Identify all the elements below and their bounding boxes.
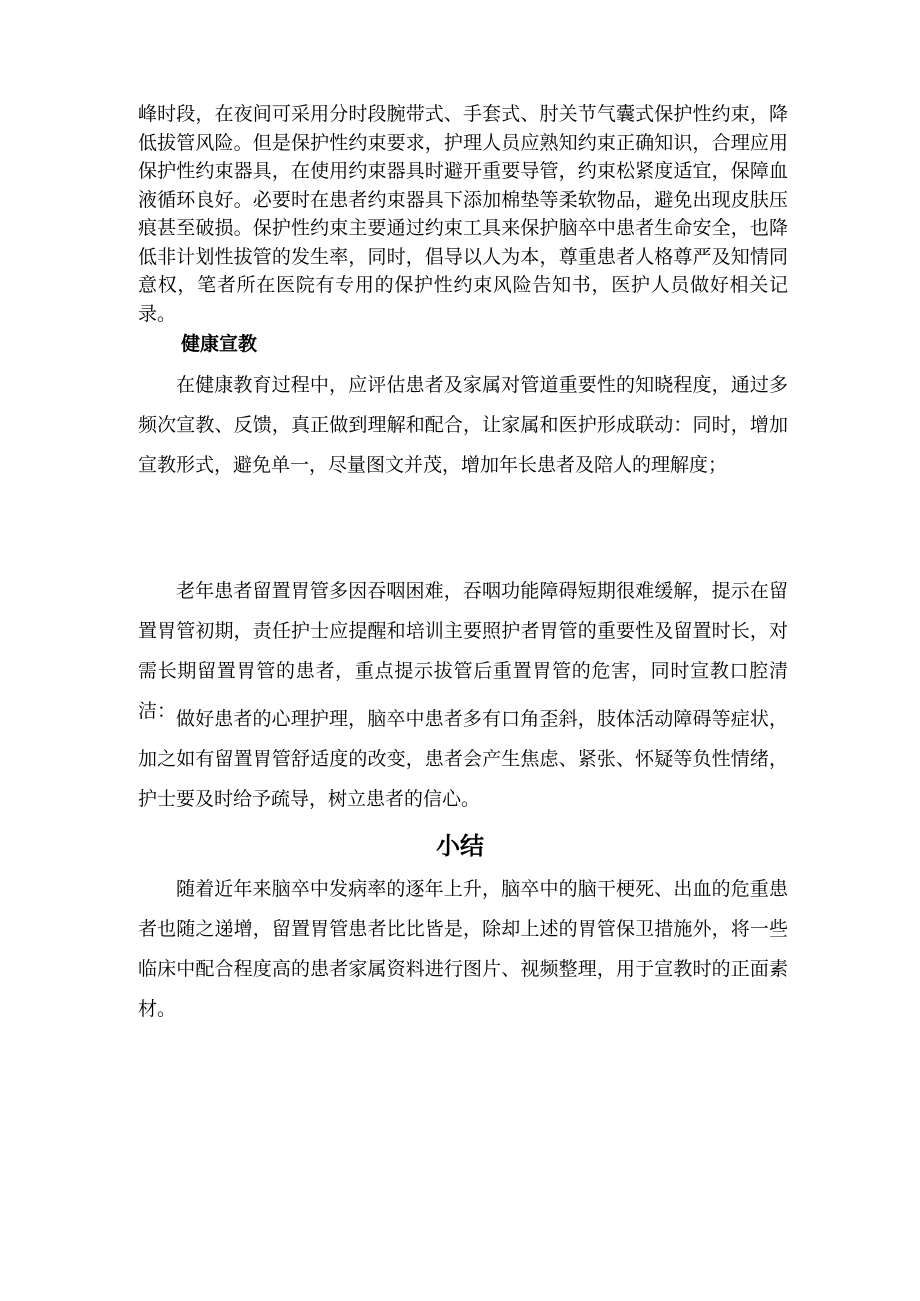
paragraph-summary: 随着近年来脑卒中发病率的逐年上升，脑卒中的脑干梗死、出血的危重患者也随之递增，留置胃管患者比比皆是，除却上述的胃管保卫措施外，将一些临床中配合程度高的患者家属资料进行图片、视频整理，用于宣教时的正面素材。 [138,878,788,1020]
paragraph-elderly-gastric-tube: 老年患者留置胃管多因吞咽困难，吞咽功能障碍短期很难缓解，提示在留置胃管初期，责任护士应提醒和培训主要照护者胃管的重要性及留置时长，对需长期留置胃管的患者，重点提示拔管后重置胃管的危害，同时宣教口腔清洁： [138,580,788,722]
paragraph-psychological-care: 做好患者的心理护理，脑卒中患者多有口角歪斜，肢体活动障碍等症状，加之如有留置胃管舒适度的改变，患者会产生焦虑、紧张、怀疑等负性情绪，护士要及时给予疏导，树立患者的信心。 [138,708,788,810]
heading-health-education: 健康宣教 [181,333,258,355]
section-title-summary: 小结 [436,832,484,860]
paragraph-protective-restraint: 峰时段，在夜间可采用分时段腕带式、手套式、肘关节气囊式保护性约束，降低拔管风险。但是保护性约束要求，护理人员应熟知约束正确知识，合理应用保护性约束器具，在使用约束器具时避开重要导管，约束松紧度适宜，保障血液循环良好。必要时在患者约束器具下添加棉垫等柔软物品，避免出现皮肤压痕甚至破损。保护性约束主要通过约束工具来保护脑卒中患者生命安全，也降低非计划性拔管的发生率，同时，倡导以人为本，尊重患者人格尊严及知情同意权，笔者所在医院有专用的保护性约束风险告知书，医护人员做好相关记录。 [138,103,788,325]
paragraph-health-education-process: 在健康教育过程中，应评估患者及家属对管道重要性的知晓程度，通过多频次宣教、反馈，真正做到理解和配合，让家属和医护形成联动：同时，增加宣教形式，避免单一，尽量图文并茂，增加年长患者及陪人的理解度； [138,374,788,476]
